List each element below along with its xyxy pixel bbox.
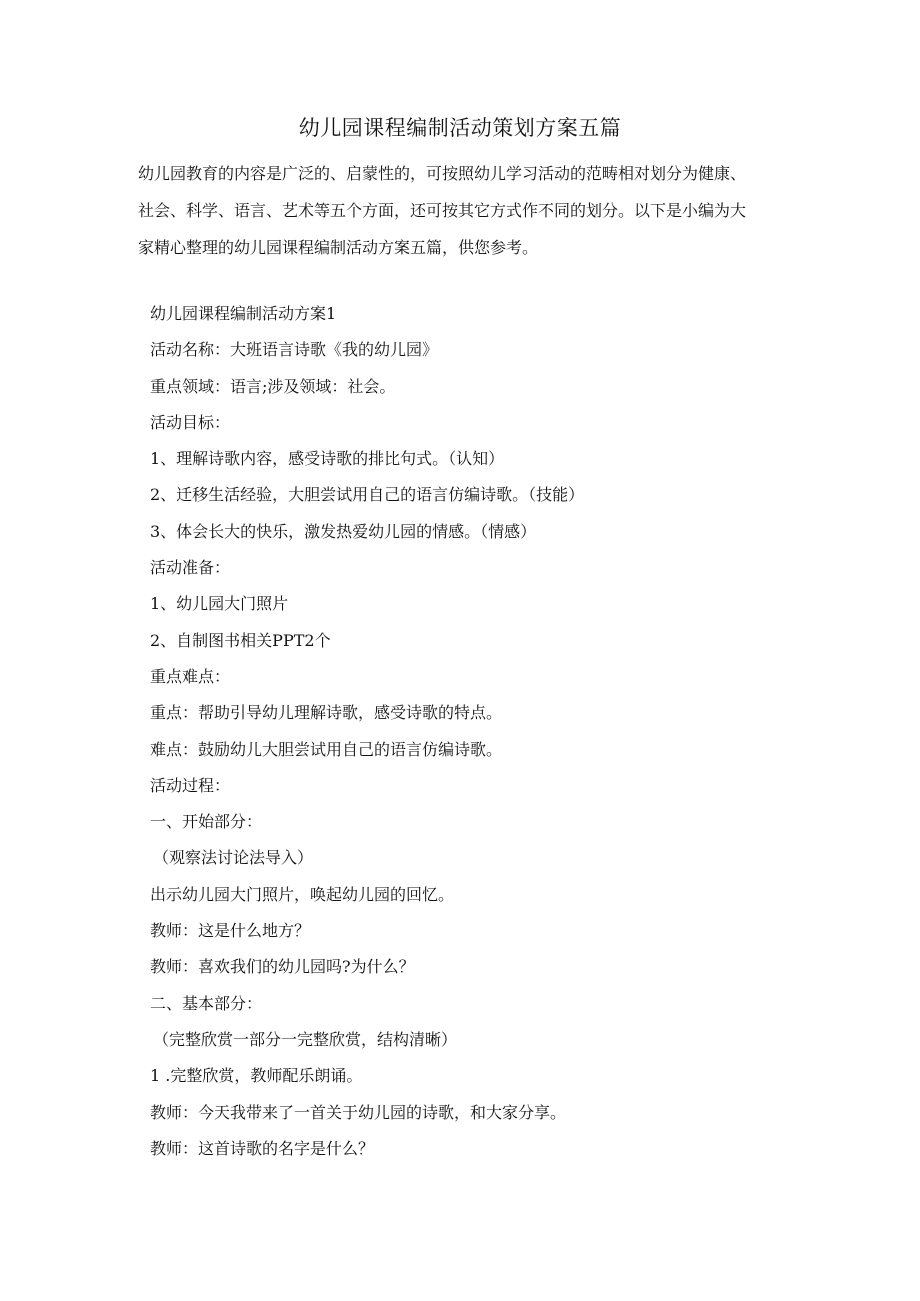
intro-line: 家精心整理的幼儿园课程编制活动方案五篇，供您参考。	[138, 238, 539, 257]
body-line: 活动名称：大班语言诗歌《我的幼儿园》	[150, 340, 439, 360]
body-line: 难点：鼓励幼儿大胆尝试用自己的语言仿编诗歌。	[150, 739, 503, 759]
intro-line: 幼儿园教育的内容是广泛的、启蒙性的，可按照幼儿学习活动的范畴相对划分为健康、	[138, 164, 747, 183]
body-line: 活动过程：	[150, 775, 231, 795]
intro-line: 社会、科学、语言、艺术等五个方面，还可按其它方式作不同的划分。以下是小编为大	[138, 201, 747, 220]
body-line: 教师：今天我带来了一首关于幼儿园的诗歌，和大家分享。	[150, 1102, 567, 1122]
body-line: 教师：这是什么地方？	[150, 921, 311, 941]
body-line: 1、理解诗歌内容，感受诗歌的排比句式。（认知）	[150, 449, 505, 469]
body-line: 1 .完整欣赏，教师配乐朗诵。	[150, 1066, 363, 1086]
body-line: 重点领域：语言;涉及领域：社会。	[150, 376, 396, 396]
body-line: （完整欣赏一部分一完整欣赏，结构清晰）	[153, 1029, 458, 1049]
body-line: 活动目标：	[150, 412, 231, 432]
body-line: 1、幼儿园大门照片	[150, 594, 289, 614]
intro-paragraph	[138, 155, 788, 266]
body-line: 2、迁移生活经验，大胆尝试用自己的语言仿编诗歌。（技能）	[150, 485, 585, 505]
document-title: 幼儿园课程编制活动策划方案五篇	[298, 116, 622, 140]
document-body	[150, 296, 850, 1167]
body-line: 一、开始部分：	[150, 812, 263, 832]
body-line: 2、自制图书相关PPT2个	[150, 630, 331, 650]
body-line: 重点难点：	[150, 666, 231, 686]
body-line: 重点：帮助引导幼儿理解诗歌，感受诗歌的特点。	[150, 703, 503, 723]
body-line: 出示幼儿园大门照片，唤起幼儿园的回忆。	[150, 884, 455, 904]
body-line: 活动准备：	[150, 558, 231, 578]
section-heading: 幼儿园课程编制活动方案1	[150, 304, 337, 323]
body-line: （观察法讨论法导入）	[153, 848, 314, 868]
body-line: 二、基本部分：	[150, 993, 263, 1013]
body-line: 教师：喜欢我们的幼儿园吗?为什么？	[150, 957, 415, 977]
body-line: 教师：这首诗歌的名字是什么？	[150, 1138, 375, 1158]
body-line: 3、体会长大的快乐，激发热爱幼儿园的情感。（情感）	[150, 521, 537, 541]
